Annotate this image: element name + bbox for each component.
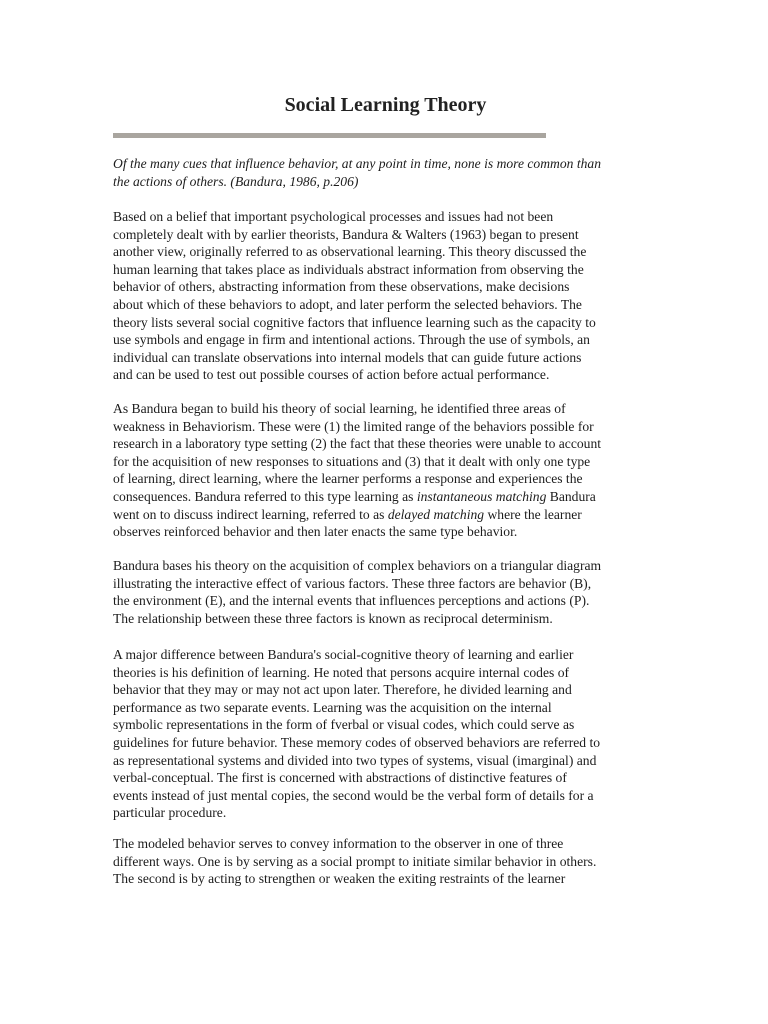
text-line: the actions of others. (Bandura, 1986, p.206) bbox=[113, 173, 359, 189]
text-line: for the acquisition of new responses to situations and (3) that it dealt with only one type bbox=[113, 453, 591, 469]
paragraph-modeled-behavior bbox=[113, 835, 658, 888]
text-line: another view, originally referred to as observational learning. This theory discussed the bbox=[113, 244, 587, 260]
text-line bbox=[113, 506, 658, 524]
text-line: observes reinforced behavior and then later enacts the same type behavior. bbox=[113, 524, 518, 540]
text-line: different ways. One is by serving as a social prompt to initiate similar behavior in others. bbox=[113, 853, 597, 869]
text-line: weakness in Behaviorism. These were (1) the limited range of the behaviors possible for bbox=[113, 418, 594, 434]
paragraph-definition-of-learning bbox=[113, 646, 658, 822]
text-line: of learning, direct learning, where the learner performs a response and experiences the bbox=[113, 471, 583, 487]
title-divider bbox=[113, 133, 546, 138]
text-line: performance as two separate events. Learning was the acquisition on the internal bbox=[113, 699, 552, 715]
text-line: The second is by acting to strengthen or weaken the exiting restraints of the learner bbox=[113, 871, 566, 887]
text-line: theory lists several social cognitive factors that influence learning such as the capacity to bbox=[113, 314, 596, 330]
text-line: The modeled behavior serves to convey information to the observer in one of three bbox=[113, 836, 564, 851]
text-line: behavior that they may or may not act upon later. Therefore, he divided learning and bbox=[113, 682, 572, 698]
emphasis-delayed-matching: delayed matching bbox=[387, 506, 485, 522]
text-line: as representational systems and divided into two types of systems, visual (imarginal) and bbox=[113, 752, 597, 768]
epigraph-quote bbox=[113, 155, 658, 190]
text-line: illustrating the interactive effect of various factors. These three factors are behavior (B), bbox=[113, 575, 592, 591]
text-line: particular procedure. bbox=[113, 805, 227, 821]
text-line: verbal-conceptual. The first is concerned with abstractions of distinctive features of bbox=[113, 770, 567, 786]
text-line: use symbols and engage in firm and intentional actions. Through the use of symbols, an bbox=[113, 332, 590, 348]
text-line: The relationship between these three factors is known as reciprocal determinism. bbox=[113, 610, 553, 626]
text-line: completely dealt with by earlier theorists, Bandura & Walters (1963) began to present bbox=[113, 226, 579, 242]
text-line: events instead of just mental copies, the second would be the verbal form of details for a bbox=[113, 787, 594, 803]
text-line: Of the many cues that influence behavior, at any point in time, none is more common than bbox=[113, 156, 602, 171]
text-run: where the learner bbox=[484, 506, 582, 522]
text-line: A major difference between Bandura's social-cognitive theory of learning and earlier bbox=[113, 647, 574, 662]
page-title: Social Learning Theory bbox=[284, 94, 487, 116]
text-line bbox=[113, 488, 658, 506]
text-line: human learning that takes place as individuals abstract information from observing the bbox=[113, 261, 584, 277]
text-line: Based on a belief that important psychological processes and issues had not been bbox=[113, 209, 554, 224]
text-line: guidelines for future behavior. These memory codes of observed behaviors are referred to bbox=[113, 734, 601, 750]
text-run: consequences. Bandura referred to this type learning as bbox=[113, 488, 417, 504]
text-line: theories is his definition of learning. He noted that persons acquire internal codes of bbox=[113, 664, 570, 680]
paragraph-observational-learning bbox=[113, 208, 658, 384]
text-line: symbolic representations in the form of fverbal or visual codes, which could serve as bbox=[113, 717, 575, 733]
text-line: behavior of others, abstracting information from these observations, make decisions bbox=[113, 279, 570, 295]
text-line: individual can translate observations into internal models that can guide future actions bbox=[113, 349, 582, 365]
text-line: about which of these behaviors to adopt, and later perform the selected behaviors. The bbox=[113, 296, 582, 312]
text-run: Bandura bbox=[546, 488, 596, 504]
paragraph-behaviorism-weakness bbox=[113, 400, 658, 541]
paragraph-reciprocal-determinism bbox=[113, 557, 658, 627]
text-line: and can be used to test out possible courses of action before actual performance. bbox=[113, 367, 550, 383]
text-line: research in a laboratory type setting (2) the fact that these theories were unable to account bbox=[113, 436, 602, 452]
emphasis-instantaneous-matching: instantaneous matching bbox=[416, 488, 547, 504]
text-line: Bandura bases his theory on the acquisition of complex behaviors on a triangular diagram bbox=[113, 558, 602, 573]
text-line: As Bandura began to build his theory of social learning, he identified three areas of bbox=[113, 401, 566, 416]
text-line: the environment (E), and the internal events that influences perceptions and actions (P). bbox=[113, 593, 590, 609]
text-run: went on to discuss indirect learning, referred to as bbox=[113, 506, 388, 522]
